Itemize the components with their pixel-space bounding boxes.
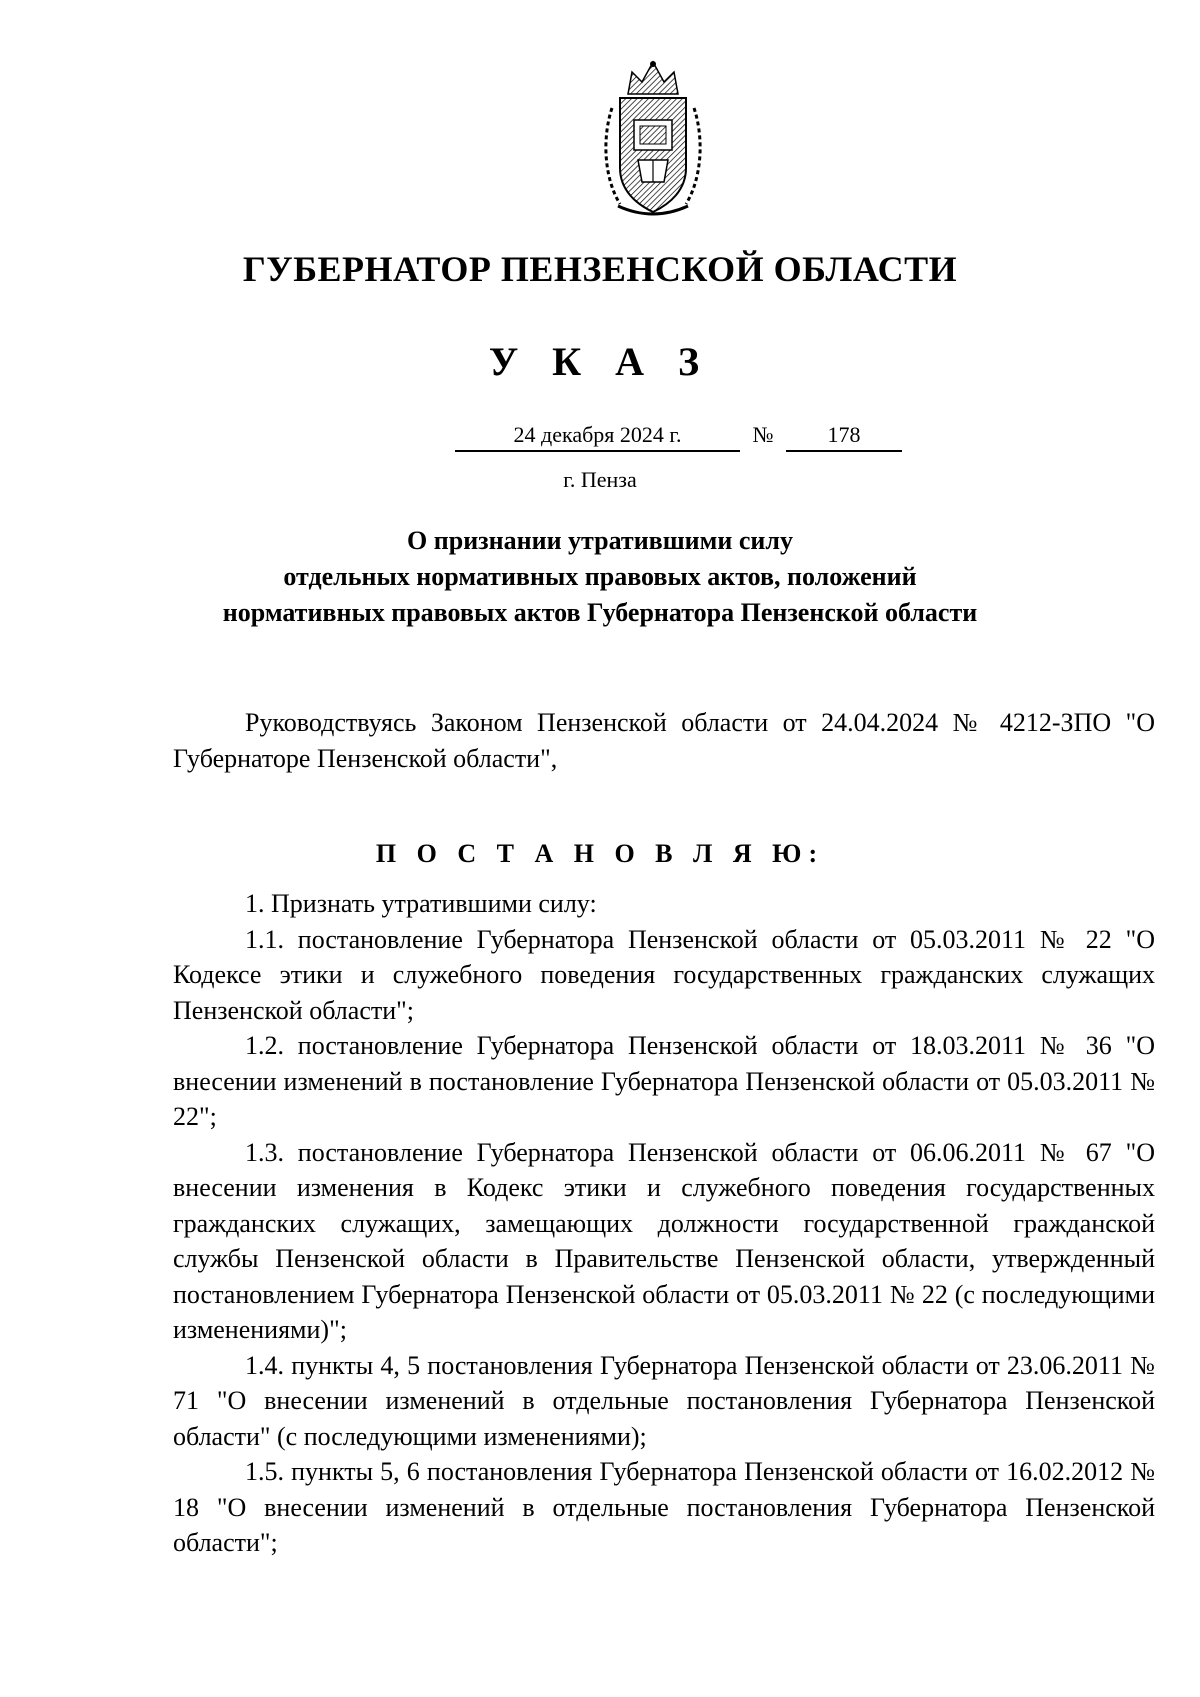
title-line: отдельных нормативных правовых актов, положений [283, 562, 917, 591]
city: г. Пенза [563, 467, 637, 492]
document-type: У К А З [488, 339, 712, 384]
list-item: 1.2. постановление Губернатора Пензенской области от 18.03.2011 № 36 "О внесении изменений в постановление Губернатора Пензенской области от 05.03.2011 № 22"; [173, 1031, 1155, 1131]
list-item: 1. Признать утратившими силу: [245, 889, 597, 918]
issuing-authority: ГУБЕРНАТОР ПЕНЗЕНСКОЙ ОБЛАСТИ [242, 249, 958, 289]
resolution-heading: П О С Т А Н О В Л Я Ю: [375, 839, 825, 868]
title-line: нормативных правовых актов Губернатора Пензенской области [222, 598, 978, 627]
list-item: 1.1. постановление Губернатора Пензенской области от 05.03.2011 № 22 "О Кодексе этики и служебного поведения государственных гражданских служащих Пензенской области"; [173, 924, 1155, 1025]
document-number: 178 [786, 420, 902, 452]
document-date: 24 декабря 2024 г. [455, 420, 740, 452]
list-item: 1.4. пункты 4, 5 постановления Губернатора Пензенской области от 23.06.2011 № 71 "О внесении изменений в отдельные постановления Губернатора Пензенской области" (с последующими изменениями); [173, 1350, 1155, 1451]
coat-of-arms-icon [598, 58, 708, 218]
preamble-text: Руководствуясь Законом Пензенской области от 24.04.2024 № 4212-ЗПО "О Губернаторе Пензенской области", [173, 708, 1155, 773]
resolution-items [173, 886, 1155, 1561]
list-item: 1.3. постановление Губернатора Пензенской области от 06.06.2011 № 67 "О внесении изменения в Кодекс этики и служебного поведения государственных гражданских служащих, замещающих должности государственной гражданской службы Пензенской области в Правительстве Пензенской области, утвержденный постановлением Губернатора Пензенской области от 05.03.2011 № 22 (с последующими изменениями)"; [173, 1137, 1155, 1344]
date-number-row [0, 420, 1200, 454]
list-item: 1.5. пункты 5, 6 постановления Губернатора Пензенской области от 16.02.2012 № 18 "О внесении изменений в отдельные постановления Губернатора Пензенской области"; [173, 1457, 1155, 1557]
preamble [173, 705, 1155, 776]
title-line: О признании утратившими силу [407, 526, 793, 555]
document-title [0, 523, 1200, 631]
number-sign: № [752, 422, 774, 447]
